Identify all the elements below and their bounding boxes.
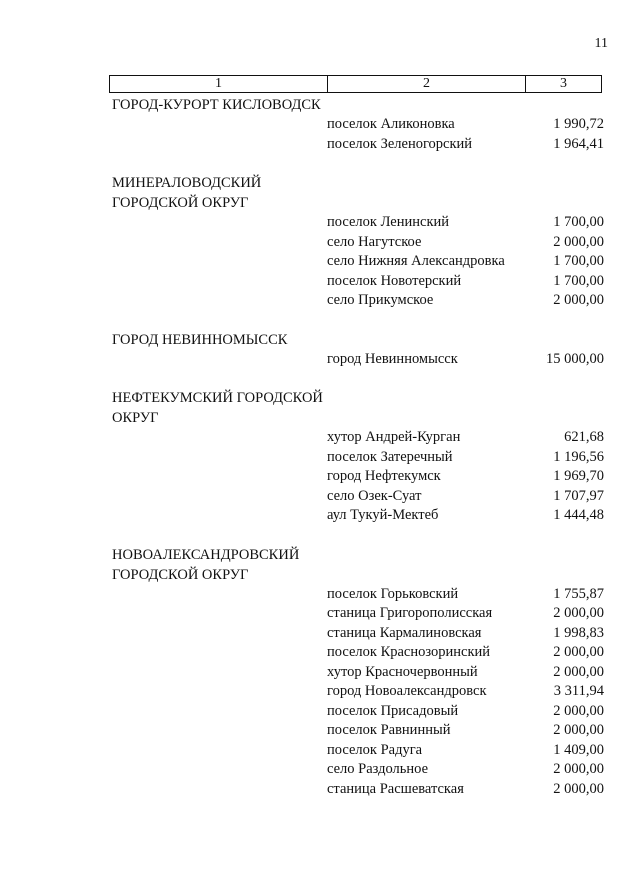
settlement-row — [327, 780, 604, 800]
region-block — [112, 330, 604, 370]
settlement-name: станица Расшеватская — [327, 780, 464, 797]
settlement-row — [327, 428, 604, 448]
settlement-row — [327, 272, 604, 292]
settlement-row — [327, 135, 604, 155]
settlement-name: город Нефтекумск — [327, 468, 441, 484]
settlement-value: 2 000,00 — [553, 722, 604, 738]
settlement-row — [327, 702, 604, 722]
settlement-name: станица Григорополисская — [327, 605, 493, 621]
settlement-list — [327, 350, 604, 370]
settlement-value: 1 444,48 — [553, 507, 604, 523]
settlement-value: 2 000,00 — [553, 233, 604, 250]
settlement-value: 2 000,00 — [553, 292, 604, 308]
settlement-value: 1 196,56 — [553, 448, 604, 465]
settlement-name: поселок Новотерский — [327, 272, 462, 289]
table-header — [109, 75, 602, 93]
settlement-name: станица Кармалиновская — [327, 624, 482, 641]
settlement-name: село Раздольное — [327, 761, 429, 777]
settlement-name: село Озек-Суат — [327, 487, 422, 504]
settlement-value: 2 000,00 — [553, 780, 604, 797]
settlement-name: аул Тукуй-Мектеб — [327, 507, 439, 523]
settlement-name: поселок Аликоновка — [327, 116, 455, 132]
region-name: ГОРОД-КУРОРТ КИСЛОВОДСК — [112, 97, 321, 113]
settlement-value: 621,68 — [564, 429, 604, 445]
settlement-row — [327, 350, 604, 370]
settlement-name: поселок Присадовый — [327, 702, 459, 719]
settlement-row — [327, 213, 604, 233]
settlement-value: 1 964,41 — [553, 135, 604, 152]
table-header-col-3: 3 — [560, 76, 567, 91]
settlement-row — [327, 682, 604, 702]
table-header-col-2: 2 — [328, 76, 526, 92]
settlement-value: 1 990,72 — [553, 116, 604, 132]
settlement-value: 1 409,00 — [553, 741, 604, 758]
region-block — [112, 545, 604, 800]
settlement-value: 3 311,94 — [553, 683, 604, 699]
settlement-name: хутор Андрей-Курган — [327, 429, 461, 445]
settlement-name: село Нагутское — [327, 233, 422, 250]
settlement-name: поселок Равнинный — [327, 722, 451, 738]
settlement-value: 2 000,00 — [553, 644, 604, 660]
settlement-value: 1 969,70 — [553, 468, 604, 484]
settlement-row — [327, 448, 604, 468]
settlement-value: 1 700,00 — [553, 253, 604, 269]
settlement-name: город Новоалександровск — [327, 683, 487, 699]
page-number: 11 — [594, 36, 608, 51]
region-name: НЕФТЕКУМСКИЙ ГОРОДСКОЙ ОКРУГ — [112, 390, 323, 426]
settlement-name: поселок Ленинский — [327, 214, 450, 230]
settlement-row — [327, 252, 604, 272]
table-header-col-1: 1 — [110, 76, 328, 92]
settlement-row — [327, 115, 604, 135]
settlement-value: 15 000,00 — [546, 350, 604, 367]
settlement-list — [327, 585, 604, 800]
settlement-value: 2 000,00 — [553, 761, 604, 777]
settlement-list — [327, 213, 604, 311]
settlement-name: поселок Краснозоринский — [327, 644, 491, 660]
settlement-value: 1 700,00 — [553, 214, 604, 230]
settlement-name: поселок Зеленогорский — [327, 135, 473, 152]
settlement-value: 2 000,00 — [553, 663, 604, 680]
settlement-row — [327, 663, 604, 683]
settlement-list — [327, 428, 604, 526]
settlement-row — [327, 585, 604, 605]
settlement-name: село Прикумское — [327, 292, 434, 308]
settlement-row — [327, 506, 604, 526]
settlement-row — [327, 741, 604, 761]
region-name: МИНЕРАЛОВОДСКИЙ ГОРОДСКОЙ ОКРУГ — [112, 175, 262, 211]
settlement-name: хутор Красночервонный — [327, 663, 478, 680]
document-body — [112, 95, 604, 799]
settlement-row — [327, 604, 604, 624]
region-block — [112, 173, 604, 311]
settlement-name: село Нижняя Александровка — [327, 253, 505, 269]
settlement-row — [327, 721, 604, 741]
settlement-value: 1 700,00 — [553, 272, 604, 289]
settlement-row — [327, 760, 604, 780]
region-name: ГОРОД НЕВИННОМЫССК — [112, 331, 288, 348]
settlement-value: 2 000,00 — [553, 702, 604, 719]
region-block — [112, 95, 604, 154]
settlement-value: 1 755,87 — [553, 585, 604, 602]
settlement-value: 2 000,00 — [553, 605, 604, 621]
region-block — [112, 388, 604, 526]
settlement-name: поселок Радуга — [327, 741, 423, 758]
settlement-name: поселок Затеречный — [327, 448, 453, 465]
settlement-row — [327, 467, 604, 487]
settlement-row — [327, 487, 604, 507]
settlement-value: 1 998,83 — [553, 624, 604, 641]
settlement-row — [327, 233, 604, 253]
region-name: НОВОАЛЕКСАНДРОВСКИЙ ГОРОДСКОЙ ОКРУГ — [112, 546, 300, 583]
settlement-name: город Невинномысск — [327, 350, 458, 367]
settlement-list — [327, 115, 604, 154]
settlement-value: 1 707,97 — [553, 487, 604, 504]
settlement-name: поселок Горьковский — [327, 585, 459, 602]
settlement-row — [327, 624, 604, 644]
settlement-row — [327, 291, 604, 311]
settlement-row — [327, 643, 604, 663]
